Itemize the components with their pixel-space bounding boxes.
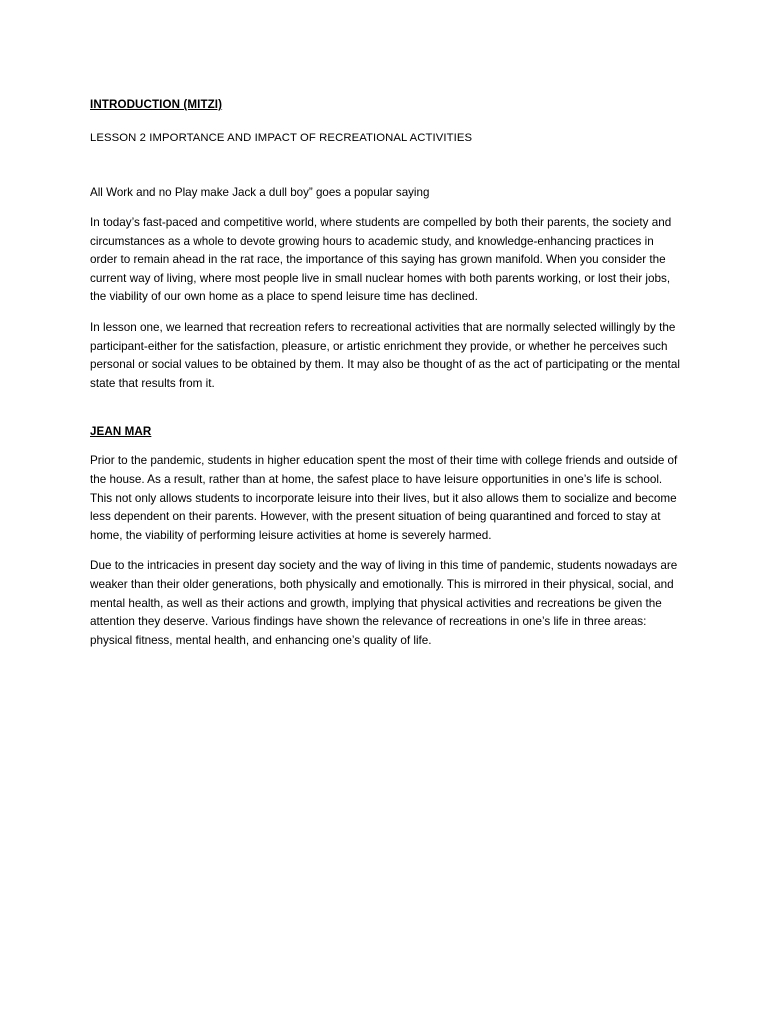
intro-paragraph-2: In lesson one, we learned that recreation refers to recreational activities that are normally selected willingly by the participant-either for the satisfaction, pleasure, or artistic enrichment they provide, or whether he perceives such personal or social values to be obtained by them. It may also be thought of as the act of participating or the mental state that results from it. (90, 320, 680, 390)
intro-heading: INTRODUCTION (MITZI) (90, 98, 223, 111)
lesson-title: LESSON 2 IMPORTANCE AND IMPACT OF RECREATIONAL ACTIVITIES (90, 132, 473, 144)
intro-section (90, 95, 678, 393)
section2-paragraph-2: Due to the intricacies in present day society and the way of living in this time of pandemic, students nowadays are weaker than their older generations, both physically and emotionally. This is mirrored in their physical, social, and mental health, as well as their actions and growth, implying that physical activities and recreations be given the attention they deserve. Various findings have shown the relevance of recreations in one’s life in three areas: physical fitness, mental health, and enhancing one’s quality of life. (90, 559, 678, 647)
jean-mar-section (90, 422, 678, 650)
section2-heading: JEAN MAR (90, 425, 152, 439)
intro-paragraph-1: In today’s fast-paced and competitive world, where students are compelled by both their parents, the society and circumstances as a whole to devote growing hours to academic study, and knowledge-enhancing practices in order to remain ahead in the rat race, the importance of this saying has grown manifold. When you consider the current way of living, where most people live in small nuclear homes with both parents working, or lost their jobs, the viability of our own home as a place to spend leisure time has declined. (90, 216, 672, 304)
section2-paragraph-1: Prior to the pandemic, students in higher education spent the most of their time with college friends and outside of the house. As a result, rather than at home, the safest place to have leisure opportunities in one’s life is school. This not only allows students to incorporate leisure into their lives, but it also allows them to socialize and become less dependent on their parents. However, with the present situation of being quarantined and forced to stay at home, the viability of performing leisure activities at home is severely harmed. (90, 454, 678, 542)
popular-saying: All Work and no Play make Jack a dull boy” goes a popular saying (90, 186, 430, 199)
